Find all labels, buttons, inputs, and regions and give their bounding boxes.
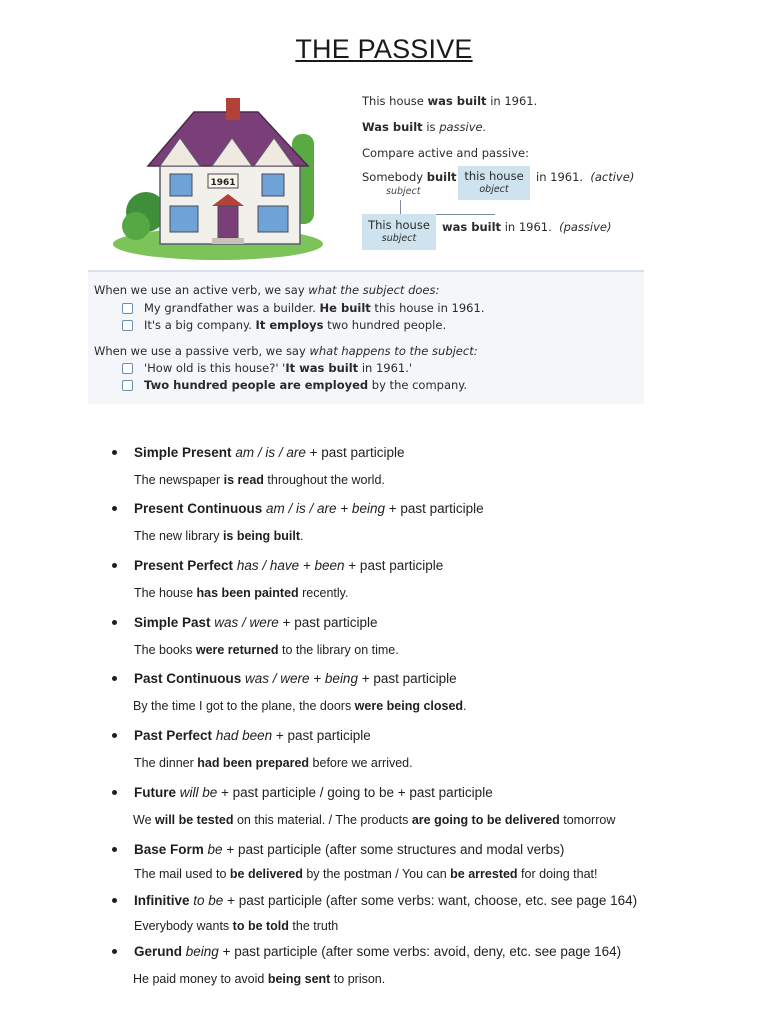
passive-verb: being sent bbox=[267, 972, 331, 986]
passive-verb: are going to be delivered bbox=[411, 813, 560, 827]
tense-heading bbox=[134, 785, 493, 800]
example-text: throughout the world. bbox=[263, 473, 385, 487]
tense-name: Simple Present bbox=[134, 445, 232, 460]
tense-form-rest: + past participle bbox=[357, 671, 457, 686]
explanation-line-1: This house was built in 1961. bbox=[362, 94, 538, 108]
bullet-icon bbox=[112, 790, 117, 795]
example-text: recently. bbox=[298, 586, 349, 600]
example-sentence bbox=[134, 867, 598, 881]
passive-verb: were being closed bbox=[354, 699, 464, 713]
example-sentence bbox=[134, 756, 413, 770]
passive-verb: be delivered bbox=[229, 867, 303, 881]
passive-verb: had been prepared bbox=[197, 756, 310, 770]
tense-name: Future bbox=[134, 785, 176, 800]
tense-form-rest: + past participle bbox=[305, 445, 405, 460]
tense-heading bbox=[134, 842, 564, 857]
textbook-excerpt bbox=[88, 80, 644, 404]
example-sentence bbox=[134, 643, 399, 657]
tense-form: will be bbox=[179, 785, 218, 800]
example-text: on this material. / The products bbox=[233, 813, 412, 827]
example-text: The new library bbox=[134, 529, 223, 543]
example-sentence bbox=[134, 919, 338, 933]
tense-name: Gerund bbox=[134, 944, 183, 959]
house-sign: 1961 bbox=[210, 178, 236, 188]
example-sentence bbox=[133, 972, 385, 986]
example-sentence bbox=[134, 586, 348, 600]
tense-heading bbox=[134, 893, 637, 908]
checkbox-icon bbox=[122, 303, 133, 314]
passive-verb: to be told bbox=[232, 919, 289, 933]
explanation-line-2: Was built is passive. bbox=[362, 120, 487, 134]
explanation-line-3: Compare active and passive: bbox=[362, 146, 530, 160]
passive-subject-box: This house subject bbox=[362, 214, 436, 250]
tense-name: Base Form bbox=[134, 842, 204, 857]
active-example-1: My grandfather was a builder. He built this house in 1961. bbox=[144, 301, 485, 315]
tense-name: Simple Past bbox=[134, 615, 211, 630]
tense-name: Past Continuous bbox=[134, 671, 242, 686]
tense-form: am / is / are + being bbox=[266, 501, 385, 516]
tense-form-rest: + past participle (after some structures and modal verbs) bbox=[222, 842, 565, 857]
tense-form: being bbox=[185, 944, 219, 959]
example-text: We bbox=[133, 813, 155, 827]
active-object-box: this house object bbox=[458, 166, 530, 200]
tense-form-rest: + past participle bbox=[272, 728, 371, 743]
house-illustration bbox=[108, 94, 328, 260]
example-text: for doing that! bbox=[517, 867, 598, 881]
tense-heading bbox=[134, 615, 378, 630]
tense-name: Present Perfect bbox=[134, 558, 234, 573]
bullet-icon bbox=[112, 733, 117, 738]
bullet-icon bbox=[112, 847, 117, 852]
bullet-icon bbox=[112, 898, 117, 903]
example-text: to the library on time. bbox=[278, 643, 399, 657]
tense-heading bbox=[134, 445, 405, 460]
passive-verb: is being built bbox=[222, 529, 301, 543]
active-sentence-end: in 1961. (active) bbox=[536, 170, 635, 184]
page-title: THE PASSIVE bbox=[295, 34, 473, 64]
example-text: The mail used to bbox=[134, 867, 230, 881]
tense-form-rest: + past participle bbox=[384, 501, 484, 516]
example-text: . bbox=[300, 529, 304, 543]
tense-heading bbox=[134, 558, 443, 573]
tense-form-rest: + past participle bbox=[278, 615, 378, 630]
bullet-icon bbox=[112, 563, 117, 568]
example-sentence bbox=[134, 473, 385, 487]
bullet-icon bbox=[112, 620, 117, 625]
example-sentence bbox=[133, 699, 467, 713]
bullet-icon bbox=[112, 949, 117, 954]
passive-sentence: was built in 1961. (passive) bbox=[442, 220, 612, 234]
example-text: Everybody wants bbox=[134, 919, 233, 933]
checkbox-icon bbox=[122, 363, 133, 374]
checkbox-icon bbox=[122, 320, 133, 331]
passive-example-1: 'How old is this house?' 'It was built in 1961.' bbox=[144, 361, 413, 375]
tense-form: am / is / are bbox=[235, 445, 306, 460]
tense-form-rest: + past participle (after some verbs: want, choose, etc. see page 164) bbox=[223, 893, 638, 908]
passive-verb: were returned bbox=[195, 643, 279, 657]
tense-form: had been bbox=[215, 728, 273, 743]
connector-line bbox=[400, 200, 495, 215]
tense-form: has / have + been bbox=[236, 558, 345, 573]
tense-form-rest: + past participle bbox=[344, 558, 444, 573]
example-sentence bbox=[133, 813, 615, 827]
example-text: By the time I got to the plane, the doors bbox=[133, 699, 355, 713]
example-text: the truth bbox=[288, 919, 339, 933]
tense-form: was / were + being bbox=[245, 671, 358, 686]
example-text: before we arrived. bbox=[309, 756, 413, 770]
active-subject-label: subject bbox=[386, 186, 421, 197]
tense-heading bbox=[134, 728, 371, 743]
tense-form-rest: + past participle (after some verbs: avoid, deny, etc. see page 164) bbox=[218, 944, 622, 959]
tense-heading bbox=[134, 944, 621, 959]
example-text: The newspaper bbox=[134, 473, 224, 487]
tense-heading bbox=[134, 501, 484, 516]
example-text: The dinner bbox=[134, 756, 198, 770]
passive-intro: When we use a passive verb, we say what happens to the subject: bbox=[94, 344, 478, 358]
checkbox-icon bbox=[122, 380, 133, 391]
active-example-2: It's a big company. It employs two hundred people. bbox=[144, 318, 447, 332]
example-sentence bbox=[134, 529, 304, 543]
bullet-icon bbox=[112, 506, 117, 511]
tense-name: Past Perfect bbox=[134, 728, 213, 743]
excerpt-top-panel bbox=[88, 80, 644, 272]
active-intro: When we use an active verb, we say what the subject does: bbox=[94, 283, 440, 297]
bullet-icon bbox=[112, 450, 117, 455]
example-text: by the postman / You can bbox=[302, 867, 451, 881]
passive-verb: will be tested bbox=[155, 813, 234, 827]
example-text: The books bbox=[134, 643, 196, 657]
tense-form: be bbox=[207, 842, 223, 857]
example-text: He paid money to avoid bbox=[133, 972, 268, 986]
tense-form: to be bbox=[193, 893, 224, 908]
tense-form-rest: + past participle / going to be + past participle bbox=[217, 785, 493, 800]
passive-verb: is read bbox=[223, 473, 264, 487]
example-text: The house bbox=[134, 586, 197, 600]
example-text: . bbox=[463, 699, 467, 713]
tense-heading bbox=[134, 671, 457, 686]
passive-verb: be arrested bbox=[450, 867, 518, 881]
tense-form: was / were bbox=[214, 615, 279, 630]
example-text: tomorrow bbox=[559, 813, 616, 827]
passive-verb: has been painted bbox=[196, 586, 299, 600]
example-text: to prison. bbox=[330, 972, 386, 986]
bullet-icon bbox=[112, 676, 117, 681]
passive-example-2: Two hundred people are employed by the company. bbox=[144, 378, 468, 392]
tense-name: Present Continuous bbox=[134, 501, 263, 516]
tense-name: Infinitive bbox=[134, 893, 190, 908]
active-sentence-start: Somebody built bbox=[362, 170, 457, 184]
